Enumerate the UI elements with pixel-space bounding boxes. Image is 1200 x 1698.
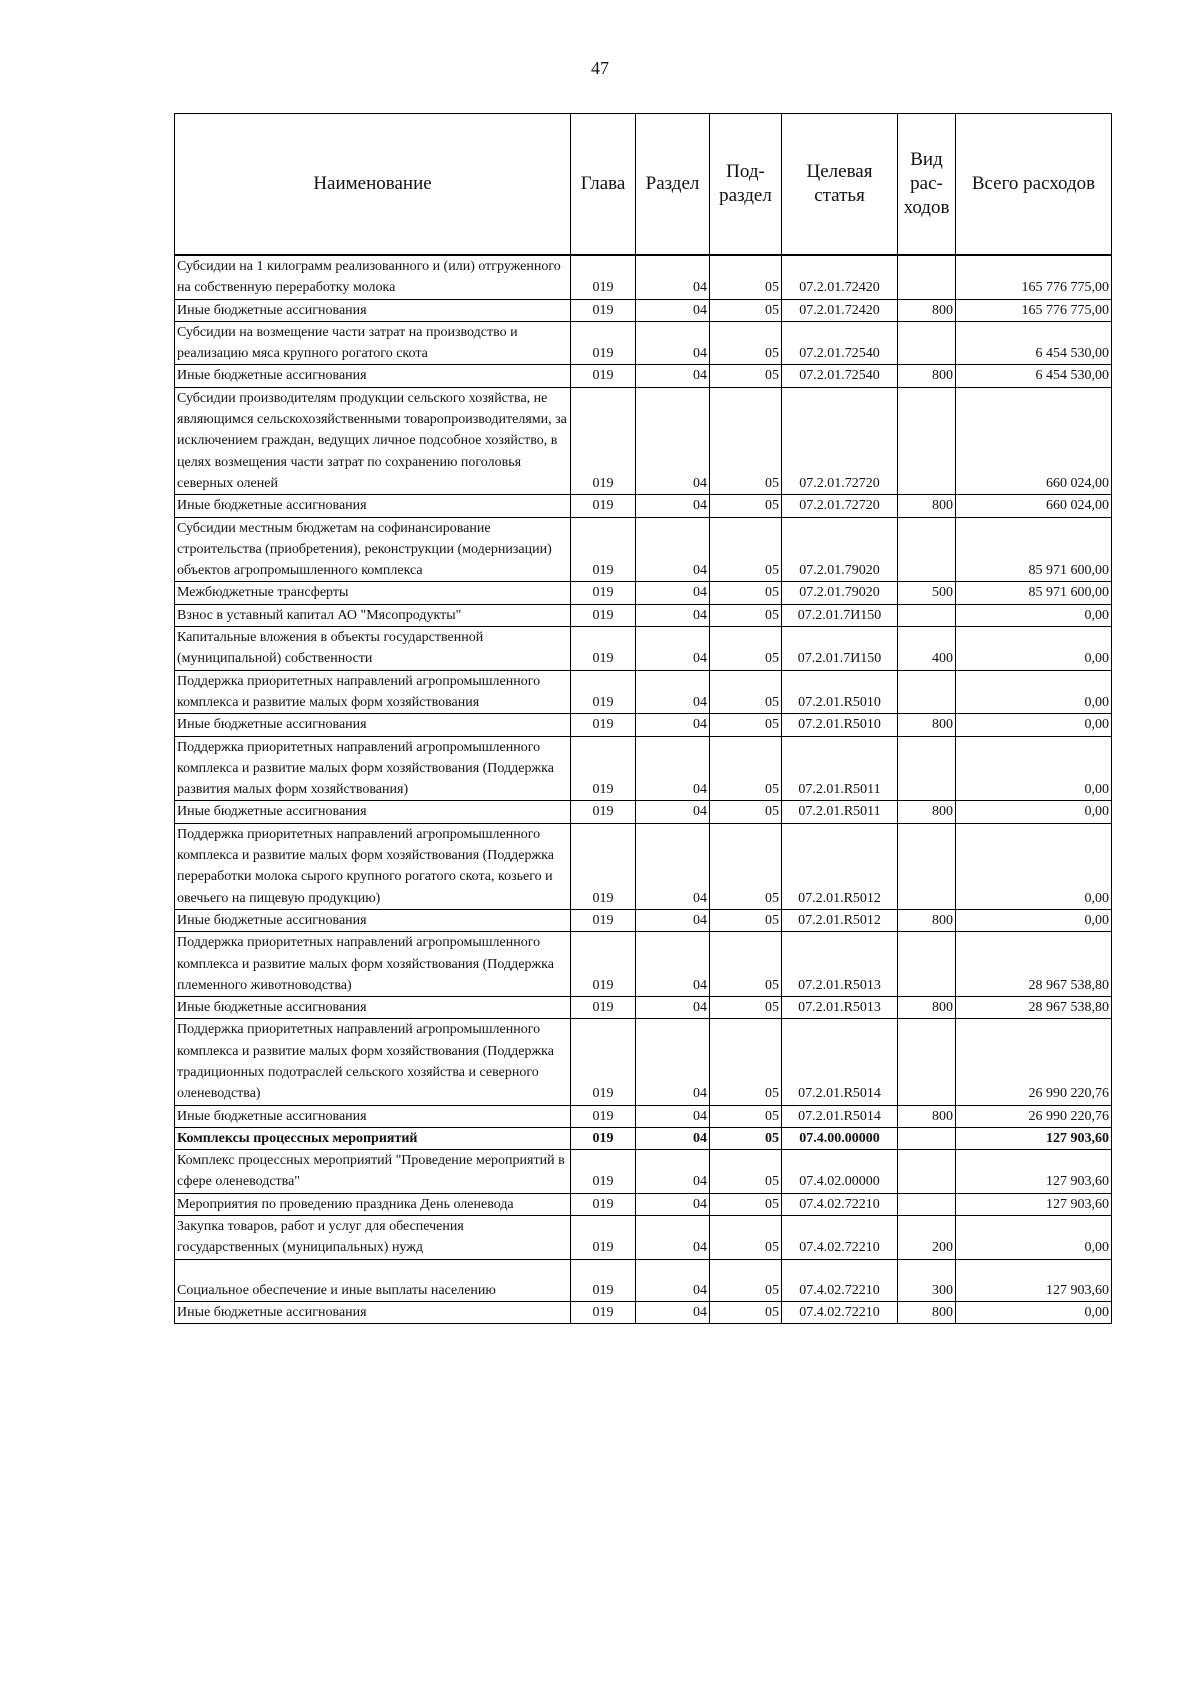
cell-total: 0,00 [956, 604, 1112, 626]
cell-target: 07.2.01.R5010 [782, 670, 898, 714]
cell-name: Иные бюджетные ассигнования [175, 714, 571, 736]
table-row [175, 387, 1112, 494]
table-row [175, 495, 1112, 517]
cell-target: 07.2.01.7И150 [782, 604, 898, 626]
cell-target: 07.2.01.72420 [782, 299, 898, 321]
table-row [175, 1105, 1112, 1127]
table-row [175, 255, 1112, 299]
table-row [175, 714, 1112, 736]
cell-chapter: 019 [571, 365, 636, 387]
cell-total: 85 971 600,00 [956, 517, 1112, 582]
cell-subsection: 05 [710, 1150, 782, 1194]
header-chapter: Глава [571, 114, 636, 256]
cell-chapter: 019 [571, 670, 636, 714]
cell-name: Иные бюджетные ассигнования [175, 997, 571, 1019]
cell-section: 04 [636, 997, 710, 1019]
cell-name: Субсидии местным бюджетам на софинансирование строительства (приобретения), реконструкции (модернизации) объектов агропромышленного комплекса [175, 517, 571, 582]
header-subsection: Под-раздел [710, 114, 782, 256]
cell-chapter: 019 [571, 823, 636, 909]
cell-chapter: 019 [571, 1216, 636, 1260]
cell-name: Социальное обеспечение и иные выплаты населению [175, 1259, 571, 1301]
cell-name: Поддержка приоритетных направлений агропромышленного комплекса и развитие малых форм хозяйствования [175, 670, 571, 714]
cell-section: 04 [636, 670, 710, 714]
cell-name: Субсидии производителям продукции сельского хозяйства, не являющимся сельскохозяйственными товаропроизводителями, за исключением граждан, ведущих личное подсобное хозяйство, в целях возмещения части затрат по сохранению поголовья северных оленей [175, 387, 571, 494]
cell-target: 07.2.01.R5010 [782, 714, 898, 736]
cell-total: 28 967 538,80 [956, 997, 1112, 1019]
cell-subsection: 05 [710, 582, 782, 604]
cell-subsection: 05 [710, 365, 782, 387]
cell-name: Поддержка приоритетных направлений агропромышленного комплекса и развитие малых форм хозяйствования (Поддержка переработки молока сырого крупного рогатого скота, козьего и овечьего на пищевую продукцию) [175, 823, 571, 909]
header-target: Целевая статья [782, 114, 898, 256]
cell-target: 07.2.01.R5012 [782, 909, 898, 931]
cell-total: 127 903,60 [956, 1150, 1112, 1194]
cell-section: 04 [636, 736, 710, 801]
cell-total: 165 776 775,00 [956, 299, 1112, 321]
cell-kind [898, 736, 956, 801]
cell-subsection: 05 [710, 714, 782, 736]
cell-section: 04 [636, 714, 710, 736]
cell-subsection: 05 [710, 1019, 782, 1105]
cell-section: 04 [636, 932, 710, 997]
cell-name: Поддержка приоритетных направлений агропромышленного комплекса и развитие малых форм хозяйствования (Поддержка племенного животноводства) [175, 932, 571, 997]
cell-name: Иные бюджетные ассигнования [175, 299, 571, 321]
cell-section: 04 [636, 299, 710, 321]
cell-kind [898, 255, 956, 299]
cell-kind: 800 [898, 714, 956, 736]
cell-target: 07.2.01.R5011 [782, 801, 898, 823]
cell-name: Комплекс процессных мероприятий "Проведение мероприятий в сфере оленеводства" [175, 1150, 571, 1194]
table-row [175, 604, 1112, 626]
table-header-row [175, 114, 1112, 256]
cell-total: 26 990 220,76 [956, 1105, 1112, 1127]
cell-subsection: 05 [710, 517, 782, 582]
cell-chapter: 019 [571, 1193, 636, 1215]
cell-subsection: 05 [710, 627, 782, 671]
cell-target: 07.4.00.00000 [782, 1127, 898, 1149]
budget-table [174, 113, 1112, 1324]
cell-kind [898, 932, 956, 997]
cell-name: Субсидии на 1 килограмм реализованного и (или) отгруженного на собственную переработку молока [175, 255, 571, 299]
cell-name: Иные бюджетные ассигнования [175, 909, 571, 931]
cell-chapter: 019 [571, 255, 636, 299]
cell-target: 07.2.01.R5014 [782, 1105, 898, 1127]
cell-total: 660 024,00 [956, 495, 1112, 517]
cell-target: 07.2.01.72720 [782, 495, 898, 517]
cell-subsection: 05 [710, 255, 782, 299]
cell-total: 0,00 [956, 714, 1112, 736]
cell-chapter: 019 [571, 1150, 636, 1194]
cell-total: 0,00 [956, 801, 1112, 823]
cell-chapter: 019 [571, 299, 636, 321]
table-row [175, 299, 1112, 321]
cell-subsection: 05 [710, 1105, 782, 1127]
cell-section: 04 [636, 387, 710, 494]
cell-subsection: 05 [710, 321, 782, 365]
cell-target: 07.2.01.72540 [782, 365, 898, 387]
cell-kind: 500 [898, 582, 956, 604]
table-row [175, 1019, 1112, 1105]
cell-chapter: 019 [571, 582, 636, 604]
cell-kind [898, 1127, 956, 1149]
table-row [175, 909, 1112, 931]
cell-kind: 200 [898, 1216, 956, 1260]
cell-chapter: 019 [571, 736, 636, 801]
cell-total: 0,00 [956, 670, 1112, 714]
cell-name: Субсидии на возмещение части затрат на производство и реализацию мяса крупного рогатого скота [175, 321, 571, 365]
table-row [175, 517, 1112, 582]
cell-section: 04 [636, 604, 710, 626]
cell-target: 07.2.01.72420 [782, 255, 898, 299]
cell-subsection: 05 [710, 801, 782, 823]
cell-target: 07.4.02.72210 [782, 1193, 898, 1215]
cell-section: 04 [636, 255, 710, 299]
page-number: 47 [591, 58, 609, 78]
cell-kind: 800 [898, 365, 956, 387]
table-row [175, 997, 1112, 1019]
table-row [175, 670, 1112, 714]
cell-chapter: 019 [571, 495, 636, 517]
cell-kind: 800 [898, 1301, 956, 1323]
cell-kind: 800 [898, 909, 956, 931]
cell-section: 04 [636, 801, 710, 823]
cell-section: 04 [636, 517, 710, 582]
cell-target: 07.2.01.R5011 [782, 736, 898, 801]
cell-chapter: 019 [571, 387, 636, 494]
cell-subsection: 05 [710, 997, 782, 1019]
cell-kind [898, 517, 956, 582]
cell-total: 0,00 [956, 627, 1112, 671]
cell-kind: 800 [898, 495, 956, 517]
cell-kind [898, 1150, 956, 1194]
cell-total: 127 903,60 [956, 1127, 1112, 1149]
cell-total: 127 903,60 [956, 1193, 1112, 1215]
cell-chapter: 019 [571, 801, 636, 823]
cell-kind [898, 823, 956, 909]
cell-section: 04 [636, 1150, 710, 1194]
cell-name: Иные бюджетные ассигнования [175, 801, 571, 823]
cell-total: 85 971 600,00 [956, 582, 1112, 604]
cell-target: 07.2.01.R5012 [782, 823, 898, 909]
cell-total: 28 967 538,80 [956, 932, 1112, 997]
cell-subsection: 05 [710, 909, 782, 931]
cell-total: 127 903,60 [956, 1259, 1112, 1301]
cell-kind: 800 [898, 997, 956, 1019]
cell-kind [898, 604, 956, 626]
cell-target: 07.4.02.72210 [782, 1259, 898, 1301]
cell-chapter: 019 [571, 1019, 636, 1105]
table-row [175, 801, 1112, 823]
header-kind: Вид рас-ходов [898, 114, 956, 256]
cell-kind: 300 [898, 1259, 956, 1301]
cell-target: 07.2.01.7И150 [782, 627, 898, 671]
table-row [175, 1259, 1112, 1301]
table-body [175, 255, 1112, 1324]
cell-target: 07.2.01.79020 [782, 582, 898, 604]
cell-chapter: 019 [571, 627, 636, 671]
cell-subsection: 05 [710, 1301, 782, 1323]
cell-section: 04 [636, 1019, 710, 1105]
cell-chapter: 019 [571, 1105, 636, 1127]
table-row [175, 1127, 1112, 1149]
cell-kind: 400 [898, 627, 956, 671]
cell-total: 165 776 775,00 [956, 255, 1112, 299]
cell-kind: 800 [898, 299, 956, 321]
cell-section: 04 [636, 1193, 710, 1215]
cell-chapter: 019 [571, 997, 636, 1019]
table-row [175, 582, 1112, 604]
cell-section: 04 [636, 321, 710, 365]
cell-subsection: 05 [710, 495, 782, 517]
header-section: Раздел [636, 114, 710, 256]
cell-section: 04 [636, 1216, 710, 1260]
cell-subsection: 05 [710, 1193, 782, 1215]
cell-chapter: 019 [571, 1301, 636, 1323]
cell-target: 07.2.01.72540 [782, 321, 898, 365]
cell-chapter: 019 [571, 1259, 636, 1301]
cell-section: 04 [636, 1259, 710, 1301]
cell-subsection: 05 [710, 387, 782, 494]
cell-name: Закупка товаров, работ и услуг для обеспечения государственных (муниципальных) нужд [175, 1216, 571, 1260]
cell-total: 0,00 [956, 736, 1112, 801]
cell-subsection: 05 [710, 604, 782, 626]
cell-section: 04 [636, 1127, 710, 1149]
cell-subsection: 05 [710, 670, 782, 714]
cell-section: 04 [636, 1301, 710, 1323]
cell-target: 07.4.02.00000 [782, 1150, 898, 1194]
cell-chapter: 019 [571, 517, 636, 582]
cell-total: 660 024,00 [956, 387, 1112, 494]
cell-name: Поддержка приоритетных направлений агропромышленного комплекса и развитие малых форм хозяйствования (Поддержка развития малых форм хозяйствования) [175, 736, 571, 801]
cell-target: 07.2.01.79020 [782, 517, 898, 582]
cell-kind [898, 387, 956, 494]
cell-name: Комплексы процессных мероприятий [175, 1127, 571, 1149]
table-row [175, 627, 1112, 671]
cell-target: 07.2.01.R5013 [782, 997, 898, 1019]
cell-name: Иные бюджетные ассигнования [175, 365, 571, 387]
cell-kind [898, 1019, 956, 1105]
cell-target: 07.2.01.R5014 [782, 1019, 898, 1105]
cell-chapter: 019 [571, 321, 636, 365]
cell-kind [898, 1193, 956, 1215]
cell-chapter: 019 [571, 909, 636, 931]
cell-target: 07.2.01.72720 [782, 387, 898, 494]
cell-section: 04 [636, 582, 710, 604]
cell-subsection: 05 [710, 1259, 782, 1301]
cell-chapter: 019 [571, 604, 636, 626]
table-row [175, 1301, 1112, 1323]
table-row [175, 1150, 1112, 1194]
cell-name: Поддержка приоритетных направлений агропромышленного комплекса и развитие малых форм хозяйствования (Поддержка традиционных подотраслей сельского хозяйства и северного оленеводства) [175, 1019, 571, 1105]
cell-section: 04 [636, 1105, 710, 1127]
cell-subsection: 05 [710, 823, 782, 909]
table-row [175, 365, 1112, 387]
cell-section: 04 [636, 365, 710, 387]
cell-subsection: 05 [710, 299, 782, 321]
cell-total: 26 990 220,76 [956, 1019, 1112, 1105]
cell-name: Иные бюджетные ассигнования [175, 1301, 571, 1323]
cell-section: 04 [636, 909, 710, 931]
cell-chapter: 019 [571, 932, 636, 997]
cell-name: Иные бюджетные ассигнования [175, 1105, 571, 1127]
cell-total: 0,00 [956, 823, 1112, 909]
table-row [175, 1193, 1112, 1215]
cell-total: 0,00 [956, 1301, 1112, 1323]
cell-subsection: 05 [710, 1127, 782, 1149]
header-name: Наименование [175, 114, 571, 256]
cell-kind [898, 670, 956, 714]
cell-name: Межбюджетные трансферты [175, 582, 571, 604]
table-row [175, 321, 1112, 365]
cell-name: Капитальные вложения в объекты государственной (муниципальной) собственности [175, 627, 571, 671]
table-row [175, 932, 1112, 997]
cell-kind: 800 [898, 801, 956, 823]
cell-total: 6 454 530,00 [956, 321, 1112, 365]
cell-section: 04 [636, 823, 710, 909]
cell-subsection: 05 [710, 1216, 782, 1260]
cell-target: 07.4.02.72210 [782, 1216, 898, 1260]
cell-subsection: 05 [710, 736, 782, 801]
cell-chapter: 019 [571, 714, 636, 736]
cell-target: 07.4.02.72210 [782, 1301, 898, 1323]
table-row [175, 823, 1112, 909]
cell-total: 0,00 [956, 909, 1112, 931]
table-row [175, 1216, 1112, 1260]
cell-name: Мероприятия по проведению праздника День оленевода [175, 1193, 571, 1215]
cell-subsection: 05 [710, 932, 782, 997]
table-row [175, 736, 1112, 801]
cell-section: 04 [636, 627, 710, 671]
cell-total: 0,00 [956, 1216, 1112, 1260]
cell-name: Иные бюджетные ассигнования [175, 495, 571, 517]
cell-chapter: 019 [571, 1127, 636, 1149]
header-total: Всего расходов [956, 114, 1112, 256]
cell-kind: 800 [898, 1105, 956, 1127]
cell-total: 6 454 530,00 [956, 365, 1112, 387]
cell-target: 07.2.01.R5013 [782, 932, 898, 997]
cell-section: 04 [636, 495, 710, 517]
cell-kind [898, 321, 956, 365]
cell-name: Взнос в уставный капитал АО "Мясопродукты" [175, 604, 571, 626]
